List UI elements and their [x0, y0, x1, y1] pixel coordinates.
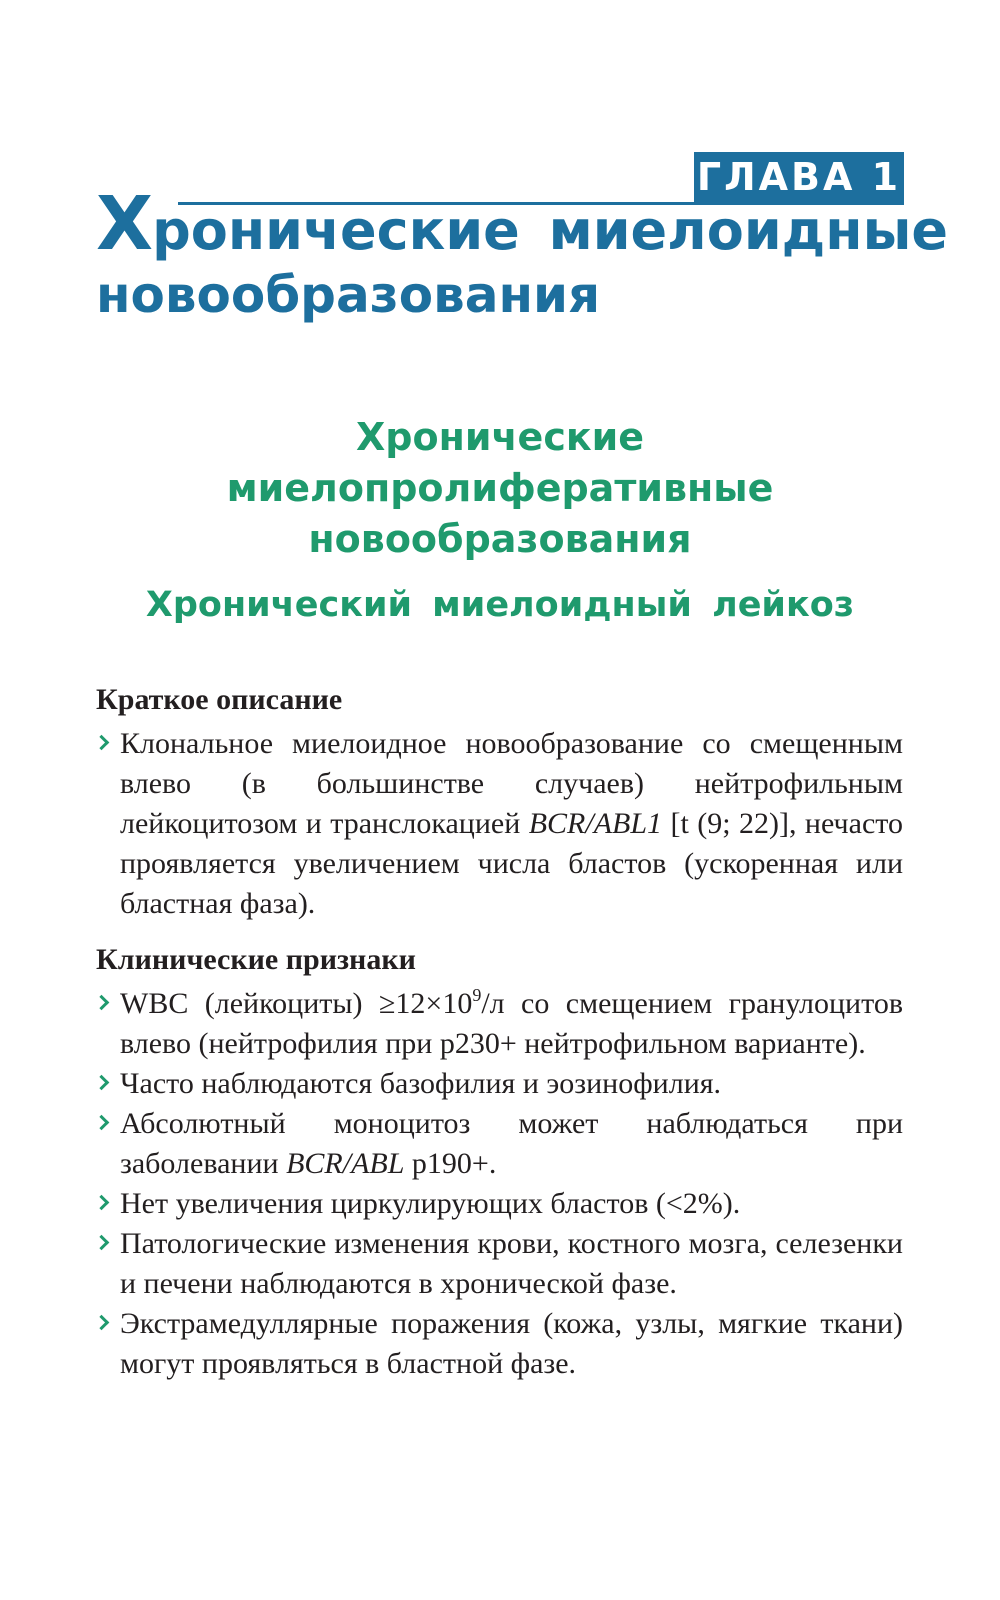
chapter-title: [96, 181, 949, 327]
chevron-right-icon: [94, 995, 110, 1011]
section-heading-line-3: новообразования: [308, 517, 692, 561]
brief-description-heading: Краткое описание: [96, 683, 343, 716]
list-item-text: Клональное миелоидное новообразование со смещенным влево (в большинстве случаев) нейтрофильным лейкоцитозом и транслокацией: [120, 727, 903, 840]
brief-description-list: [96, 724, 903, 924]
list-item-text: р190+.: [404, 1147, 497, 1180]
list-item: [96, 1104, 903, 1184]
list-item-text: /л со смещением гранулоцитов влево (нейтрофилия при р230+ нейтрофильном варианте).: [120, 987, 903, 1060]
subsection-heading: Хронический миелоидный лейкоз: [145, 585, 855, 625]
chevron-right-icon: [94, 1235, 110, 1251]
chevron-right-icon: [94, 1075, 110, 1091]
section-heading-line-2: миелопролиферативные: [226, 466, 774, 510]
list-item: [96, 1064, 903, 1104]
section-heading-line-1: Хронические: [355, 415, 645, 459]
chevron-right-icon: [94, 1195, 110, 1211]
section-heading: [100, 412, 900, 565]
list-item: [96, 724, 903, 924]
list-item-text: Нет увеличения циркулирующих бластов (<2%).: [120, 1187, 741, 1220]
chevron-right-icon: [94, 735, 110, 751]
list-item: [96, 1224, 903, 1304]
gene-name: BCR/ABL: [286, 1147, 405, 1180]
list-item-text: WBC (лейкоциты) ≥12×10: [120, 987, 473, 1020]
chapter-title-initial: Х: [96, 181, 153, 267]
chevron-right-icon: [94, 1115, 110, 1131]
list-item-text: Часто наблюдаются базофилия и эозинофилия.: [120, 1067, 722, 1100]
superscript: 9: [472, 985, 482, 1005]
chapter-title-line-1-rest: ронические миелоидные: [152, 199, 949, 262]
body-content: [96, 680, 903, 1384]
list-item: [96, 1184, 903, 1224]
chevron-right-icon: [94, 1315, 110, 1331]
chapter-badge: ГЛАВА 1: [694, 152, 904, 202]
chapter-title-line-1: [96, 181, 949, 267]
list-item: [96, 984, 903, 1064]
chapter-title-line-2: новообразования: [96, 266, 601, 324]
list-item-text: Патологические изменения крови, костного мозга, селезенки и печени наблюдаются в хронической фазе.: [120, 1227, 903, 1300]
list-item-text: [t (9; 22)], нечасто проявляется увеличением числа бластов (ускоренная или бластная фаза).: [120, 807, 903, 920]
clinical-signs-heading: Клинические признаки: [96, 943, 416, 976]
list-item-text: Абсолютный моноцитоз может наблюдаться при заболевании: [120, 1107, 903, 1180]
gene-name: BCR/ABL1: [528, 807, 663, 840]
list-item: [96, 1304, 903, 1384]
list-item-text: Экстрамедуллярные поражения (кожа, узлы, мягкие ткани) могут проявляться в бластной фазе.: [120, 1307, 903, 1380]
clinical-signs-list: [96, 984, 903, 1384]
